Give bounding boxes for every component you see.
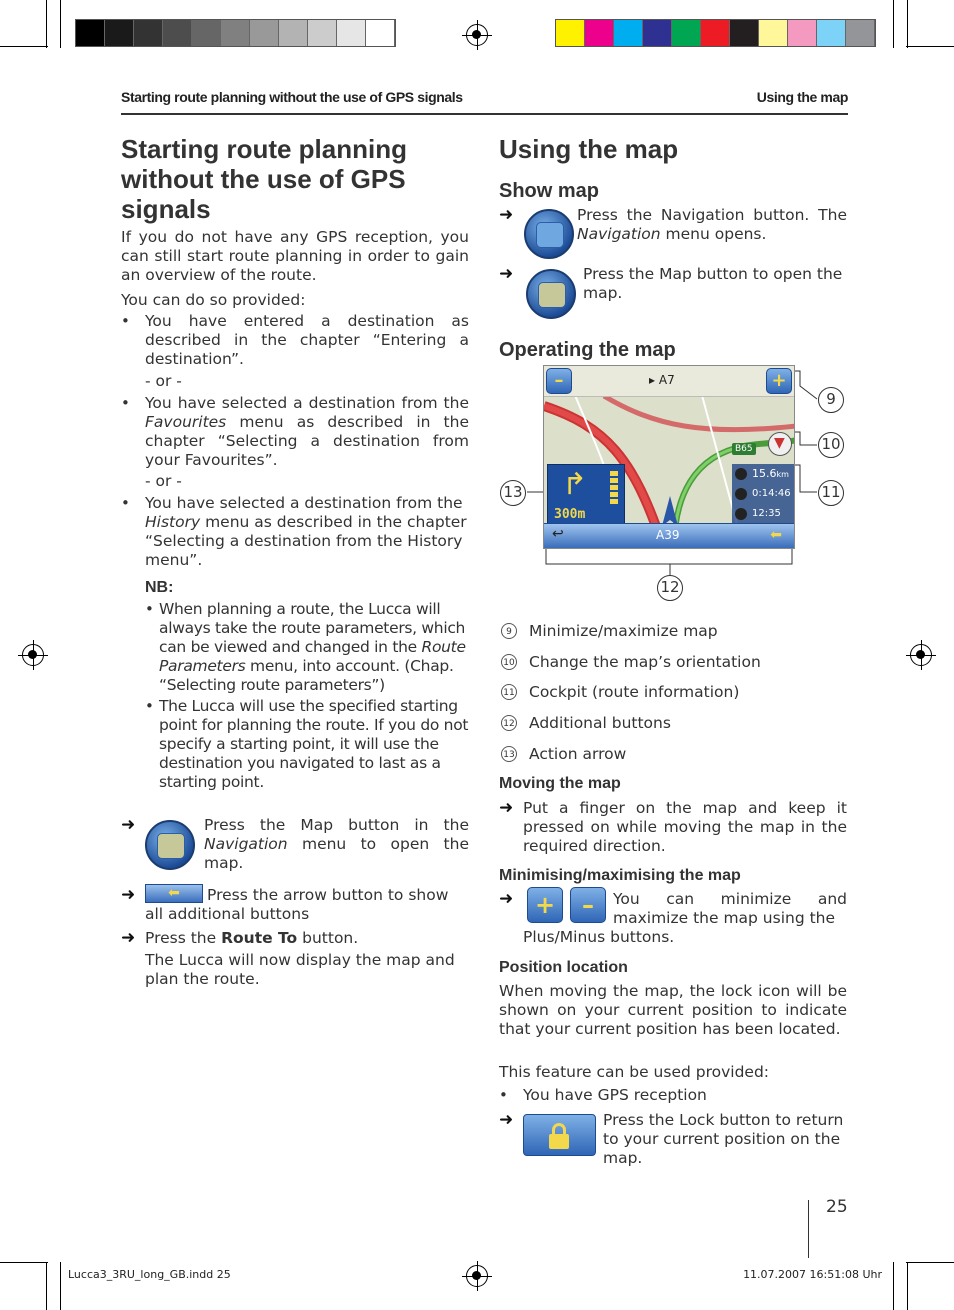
legend-text: Minimize/maximize map: [529, 622, 718, 640]
left-page-title: [121, 134, 481, 224]
minmax-heading: Minimising/maximising the map: [499, 867, 741, 884]
color-swatch: [134, 20, 163, 46]
menu-name: Navigation: [204, 835, 288, 853]
nb-label: NB:: [145, 579, 174, 596]
step-arrow: ➜: [121, 815, 136, 835]
title-line: Starting route planning: [121, 134, 407, 164]
legend-text: Change the map’s orientation: [529, 653, 761, 671]
lock-button-icon[interactable]: [523, 1114, 596, 1156]
color-swatch: [250, 20, 279, 46]
cockpit-distance: 15.6: [752, 467, 777, 480]
distance-bar: [610, 471, 618, 505]
registration-mark-icon: [22, 644, 44, 666]
text: Press the Navigation button. The: [577, 206, 847, 224]
position-text: When moving the map, the lock icon will be shown on your current position to indicate that your current position has been located.: [499, 982, 847, 1038]
bottom-bar: [544, 523, 795, 548]
bullet-1: You have entered a destination as described in the chapter “Entering a destination”.: [145, 312, 469, 368]
color-swatch: [759, 20, 788, 46]
color-swatch: [701, 20, 730, 46]
bullet-dot: •: [121, 312, 130, 330]
running-header-left: Starting route planning without the use of GPS signals: [121, 89, 463, 105]
legend-number: 11: [501, 684, 517, 700]
intro-paragraph: If you do not have any GPS reception, you can still start route planning in order to gain an overview of the route.: [121, 228, 469, 284]
process-color-bar: [555, 19, 876, 47]
color-swatch: [308, 20, 337, 46]
menu-name: Navigation: [577, 225, 661, 243]
color-swatch: [846, 20, 875, 46]
arrow-button-icon[interactable]: ⬅: [145, 884, 203, 903]
step-1-text: [204, 816, 469, 873]
bullet-dot: •: [121, 494, 130, 512]
title-line: signals: [121, 194, 211, 224]
bullet-3: [145, 494, 469, 570]
minus-button-icon[interactable]: –: [570, 887, 606, 923]
moving-text: Put a finger on the map and keep it pressed on while moving the map in the required direction.: [523, 799, 847, 855]
lock-body: [549, 1134, 569, 1149]
color-swatch: [788, 20, 817, 46]
crop-mark: [906, 46, 954, 47]
menu-name: Favourites: [145, 413, 227, 431]
bullet-dot: •: [145, 600, 154, 618]
clock-icon: [735, 508, 747, 520]
header-rule: [121, 113, 848, 115]
right-page-title: Using the map: [499, 134, 679, 164]
zoom-in-button[interactable]: +: [766, 368, 792, 394]
color-swatch: [614, 20, 643, 46]
show-map-heading: Show map: [499, 180, 600, 202]
road-name-bottom: A39: [656, 528, 680, 542]
action-arrow-panel: [547, 464, 625, 524]
position-provided: This feature can be used provided:: [499, 1063, 770, 1081]
nb-item-2: The Lucca will use the specified starting point for planning the route. If you do not specify a starting point, it will use the destination you navigated to last as a starting point.: [159, 697, 469, 791]
callout-10: 10: [818, 432, 844, 458]
minmax-text: You can minimize and maximize the map using the: [613, 890, 847, 927]
operating-heading: Operating the map: [499, 339, 676, 361]
title-line: without the use of GPS: [121, 164, 406, 194]
bullet-2: [145, 394, 469, 470]
color-swatch: [672, 20, 701, 46]
registration-mark-icon: [910, 644, 932, 666]
road-icon: ▸: [649, 373, 656, 387]
turn-arrow-icon: ↱: [562, 467, 588, 502]
text: menu opens.: [660, 225, 767, 243]
legend-text: Additional buttons: [529, 714, 671, 732]
arrow-button-icon[interactable]: ⬅: [770, 527, 782, 543]
step-arrow: ➜: [121, 928, 136, 948]
color-swatch: [585, 20, 614, 46]
grayscale-color-bar: [75, 19, 396, 47]
text: menu as described in the chapter “Selecting a destination from your Favourites”.: [145, 413, 469, 469]
color-swatch: [192, 20, 221, 46]
step-arrow: ➜: [499, 264, 514, 284]
slug-date: 11.07.2007 16:51:08 Uhr: [743, 1268, 882, 1281]
crop-mark: [60, 1262, 61, 1310]
position-heading: Position location: [499, 959, 628, 976]
color-swatch: [279, 20, 308, 46]
text: You have selected a destination from the: [145, 494, 463, 512]
road-label: A7: [658, 373, 675, 387]
time-icon: [735, 488, 747, 500]
step-arrow: ➜: [121, 885, 136, 905]
road-name-top: [649, 373, 675, 387]
road-badge: B65: [732, 443, 756, 455]
cockpit-arrival-time: 12:35: [752, 508, 781, 519]
show-step-1: [577, 206, 847, 244]
crop-mark: [893, 0, 894, 48]
text: menu as described in the chapter “Selecting a destination from the History menu”.: [145, 513, 467, 569]
color-swatch: [337, 20, 366, 46]
crop-mark: [0, 1262, 48, 1263]
map-button-icon[interactable]: [526, 269, 576, 319]
cockpit-row: [732, 484, 794, 504]
callout-9: 9: [818, 387, 844, 413]
text: Press the Map button in the: [204, 816, 469, 834]
step-arrow: ➜: [499, 798, 514, 818]
color-swatch: [643, 20, 672, 46]
color-swatch: [163, 20, 192, 46]
callout-12: 12: [657, 575, 683, 601]
crop-mark: [60, 0, 61, 48]
map-button-icon[interactable]: [145, 820, 195, 870]
color-swatch: [366, 20, 395, 46]
crop-mark: [907, 1262, 908, 1310]
step-arrow: ➜: [499, 889, 514, 909]
legend-text: Action arrow: [529, 745, 627, 763]
color-swatch: [556, 20, 585, 46]
compass-button[interactable]: [768, 432, 792, 456]
crop-mark: [893, 1262, 894, 1310]
color-swatch: [76, 20, 105, 46]
cockpit-unit: km: [776, 470, 789, 479]
text: You have selected a destination from the: [145, 394, 469, 412]
page-number-rule: [808, 1200, 809, 1258]
minmax-text-end: Plus/Minus buttons.: [523, 928, 675, 946]
bullet-dot: •: [145, 697, 154, 715]
zoom-out-button[interactable]: –: [546, 368, 572, 394]
button-name: Route To: [221, 929, 298, 947]
registration-mark-icon: [466, 24, 488, 46]
navigation-button-icon[interactable]: [524, 209, 574, 259]
cockpit-row: [732, 504, 794, 524]
text: Press the: [145, 929, 222, 947]
or-separator: - or -: [145, 472, 182, 490]
legend-text: Cockpit (route information): [529, 683, 740, 701]
map-screenshot[interactable]: [543, 365, 795, 549]
step-2-text: Press the arrow button to show all additional buttons: [145, 886, 449, 923]
menu-name: Route Parameters: [159, 638, 466, 675]
compass-icon: ▼: [774, 435, 785, 451]
registration-mark-icon: [466, 1265, 488, 1287]
step-arrow: ➜: [499, 205, 514, 225]
color-swatch: [105, 20, 134, 46]
legend-number: 10: [501, 654, 517, 670]
color-swatch: [730, 20, 759, 46]
position-bullet: You have GPS reception: [523, 1086, 707, 1104]
crop-mark: [0, 46, 48, 47]
callout-11: 11: [818, 480, 844, 506]
page-number: 25: [826, 1197, 848, 1217]
back-icon[interactable]: ↩: [552, 526, 564, 542]
lock-step-text: Press the Lock button to return to your current position on the map.: [603, 1111, 844, 1167]
running-header-right: Using the map: [756, 89, 848, 105]
crop-mark: [907, 0, 908, 48]
text: When planning a route, the Lucca will always take the route parameters, which can be viewed and changed in the: [159, 600, 466, 656]
menu-name: History: [145, 513, 201, 531]
provided-text: You can do so provided:: [121, 291, 306, 309]
nb-item-1: [159, 600, 469, 695]
show-step-2: Press the Map button to open the map.: [583, 265, 843, 302]
text: menu to open the map.: [204, 835, 469, 872]
crop-mark: [46, 0, 47, 48]
cockpit-row: [732, 464, 794, 484]
moving-heading: Moving the map: [499, 775, 621, 792]
plus-button-icon[interactable]: +: [527, 887, 563, 923]
legend-number: 12: [501, 715, 517, 731]
km-icon: [735, 468, 747, 480]
step-arrow: ➜: [499, 1110, 514, 1130]
callout-13: 13: [500, 480, 526, 506]
crop-mark: [46, 1262, 47, 1310]
cockpit-panel: [732, 464, 794, 524]
bullet-dot: •: [499, 1086, 508, 1104]
step-3-text: [145, 929, 469, 948]
result-text: The Lucca will now display the map and plan the route.: [145, 951, 455, 988]
or-separator: - or -: [145, 372, 182, 390]
color-swatch: [817, 20, 846, 46]
text: menu, into account. (Chap. “Selecting route parameters”): [159, 657, 454, 694]
distance-readout: 300m: [554, 507, 586, 522]
color-swatch: [221, 20, 250, 46]
legend-number: 9: [501, 623, 517, 639]
bullet-dot: •: [121, 394, 130, 412]
text: button.: [297, 929, 359, 947]
crop-mark: [906, 1262, 954, 1263]
slug-file: Lucca3_3RU_long_GB.indd 25: [68, 1268, 231, 1281]
cockpit-remaining-time: 0:14:46: [752, 488, 791, 499]
legend-number: 13: [501, 746, 517, 762]
